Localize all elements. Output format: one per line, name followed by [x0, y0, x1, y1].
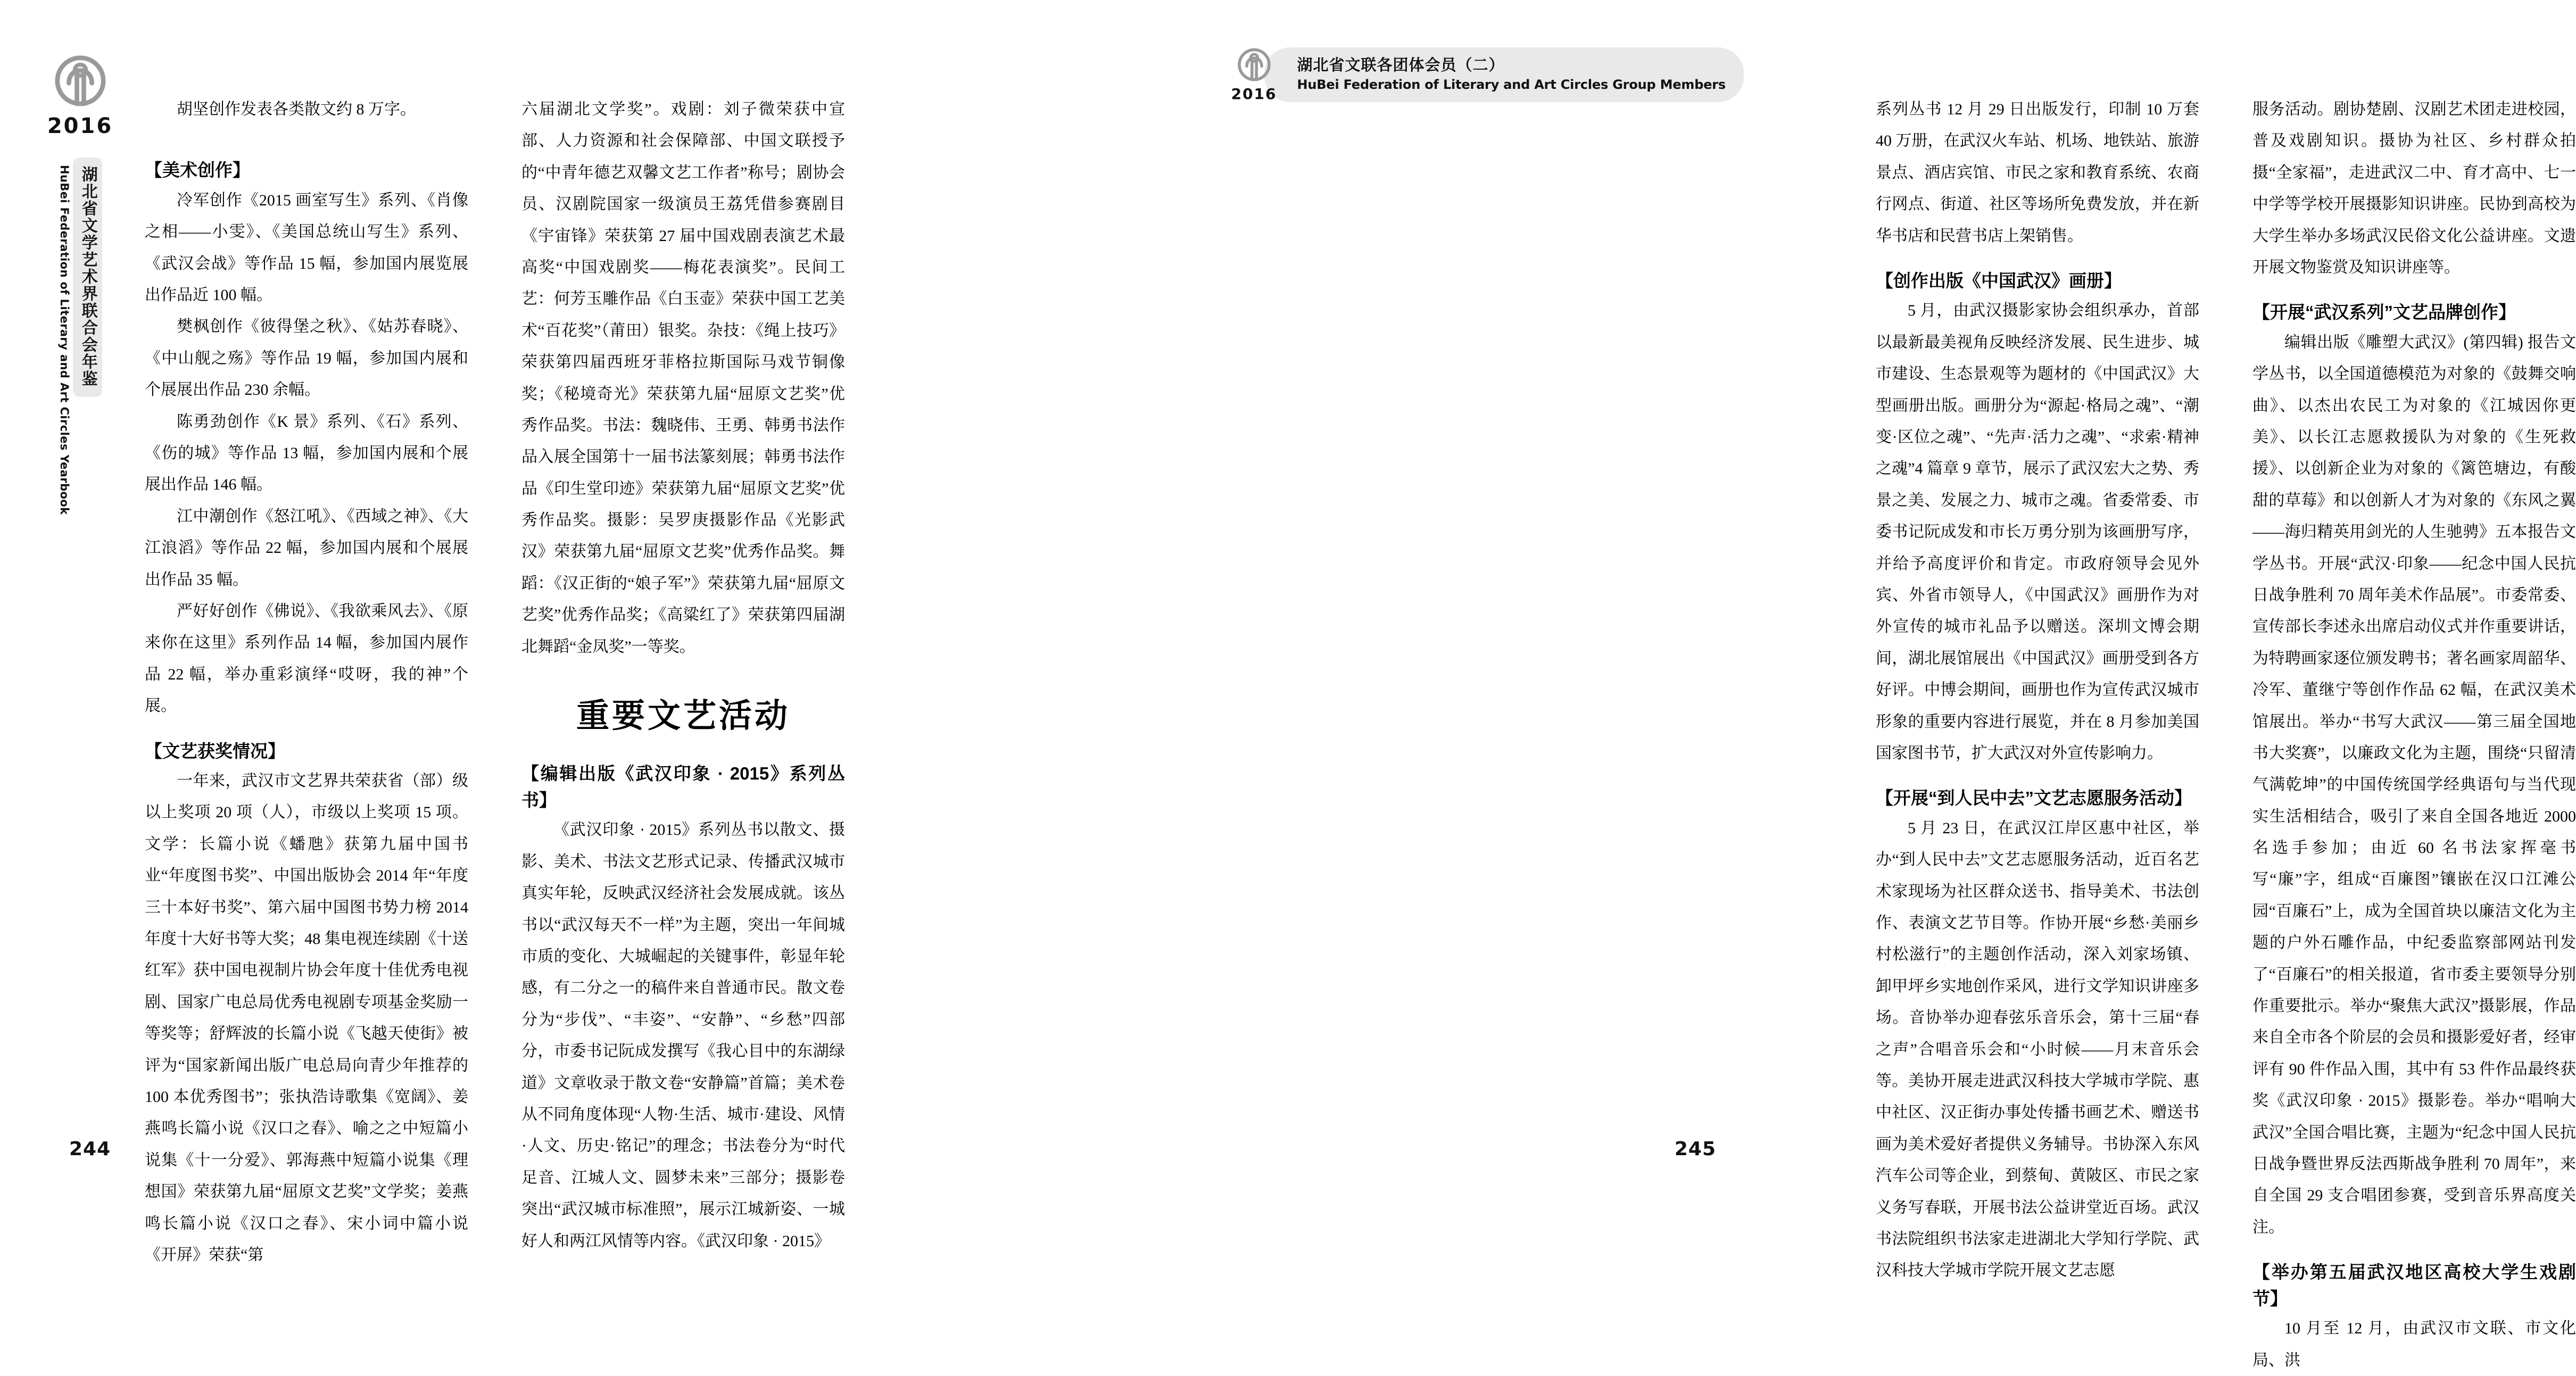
column-2: [521, 94, 845, 1313]
running-header: [1231, 47, 1744, 103]
sidebar-title-en: HuBei Federation of Literary and Art Circles Yearbook: [58, 165, 71, 515]
section-heading-huojiang: 【文艺获奖情况】: [145, 741, 285, 761]
right-page: [892, 0, 2576, 1369]
page-number-right: 245: [1674, 1138, 1716, 1160]
paragraph: 陈勇劲创作《K 景》系列、《石》系列、《伤的城》等作品 13 幅，参加国内展和个展展出作品 146 幅。: [145, 412, 468, 494]
paragraph: 一年来，武汉市文艺界共荣获省（部）级以上奖项 20 项（人），市级以上奖项 15 项。文学：长篇小说《蟠虺》获第九届中国书业“年度图书奖”、中国出版协会 2014 年“年度三十本好书奖”、第六届中国图书势力榜 2014 年度十大好书等大奖；48 集电视连续剧《十送红军》获中国电视制片协会年度十佳优秀电视剧、国家广电总局优秀电视剧专项基金奖励一等奖等；舒辉波的长篇小说《飞越天使街》被评为“国家新闻出版广电总局向青少年推荐的 100 本优秀图书”；张执浩诗歌集《宽阔》、姜燕鸣长篇小说《汉口之春》、喻之之中短篇小说集《十一分爱》、郭海燕中短篇小说集《理想国》荣获第九届“屈原文艺奖”文学奖；姜燕鸣长篇小说《汉口之春》、宋小词中篇小说《开屏》荣获“第: [145, 772, 468, 1264]
header-title-badge: [1264, 47, 1744, 102]
column-3: [1876, 94, 2199, 1313]
paragraph: 樊枫创作《彼得堡之秋》、《姑苏春晓》、《中山舰之殇》等作品 19 幅，参加国内展和个展展出作品 230 余幅。: [145, 318, 468, 399]
section-heading-wuhan-xilie: 【开展“武汉系列”文艺品牌创作】: [2252, 302, 2516, 322]
logo-year: 2016: [1231, 85, 1277, 103]
column-4: [2252, 94, 2576, 1369]
section-heading-daorenminzhongqu: 【开展“到人民中去”文艺志愿服务活动】: [1876, 788, 2192, 808]
paragraph: 5 月，由武汉摄影家协会组织承办，首部以最新最美视角反映经济发展、民生进步、城市建设、生态景观等为题材的《中国武汉》大型画册出版。画册分为“源起·格局之魂”、“潮变·区位之魂”、“先声·活力之魂”、“求索·精神之魂”4 篇章 9 章节，展示了武汉宏大之势、秀景之美、发展之力、城市之魂。省委常委、市委书记阮成发和市长万勇分别为该画册写序，并给予高度评价和肯定。市政府领导会见外宾、外省市领导人，《中国武汉》画册作为对外宣传的城市礼品予以赠送。深圳文博会期间，湖北展馆展出《中国武汉》画册受到各方好评。中博会期间，画册也作为宣传武汉城市形象的重要内容进行展览，并在 8 月参加美国国家图书节，扩大武汉对外宣传影响力。: [1876, 302, 2199, 762]
paragraph: 冷军创作《2015 画室写生》系列、《肖像之相——小雯》、《美国总统山写生》系列、《武汉会战》等作品 15 幅，参加国内展览展出作品近 100 幅。: [145, 191, 468, 304]
hubei-federation-logo-icon: [1236, 47, 1273, 84]
header-title-cn: 湖北省文联各团体会员（二）: [1297, 56, 1505, 74]
left-page-columns: [145, 94, 845, 1313]
paragraph: 服务活动。剧协楚剧、汉剧艺术团走进校园，普及戏剧知识。摄协为社区、乡村群众拍摄“全家福”，走进武汉二中、育才高中、七一中学等学校开展摄影知识讲座。民协到高校为大学生举办多场武汉民俗文化公益讲座。文遗开展文物鉴赏及知识讲座等。: [2252, 101, 2576, 276]
section-heading-xijujie: 【举办第五届武汉地区高校大学生戏剧节】: [2252, 1262, 2576, 1308]
hubei-federation-logo-icon: [52, 53, 109, 111]
paragraph: 《武汉印象 · 2015》系列丛书以散文、摄影、美术、书法文艺形式记录、传播武汉城市真实年轮，反映武汉经济社会发展成就。该丛书以“武汉每天不一样”为主题，突出一年间城市质的变化、大城崛起的关键事件，彰显年轮感，有二分之一的稿件来自普通市民。散文卷分为“步伐”、“丰姿”、“安静”、“乡愁”四部分，市委书记阮成发撰写《我心目中的东湖绿道》文章收录于散文卷“安静篇”首篇；美术卷从不同角度体现“人物·生活、城市·建设、风情·人文、历史·铭记”的理念；书法卷分为“时代足音、江城人文、圆梦未来”三部分；摄影卷突出“武汉城市标准照”，展示江城新姿、一城好人和两江风情等内容。《武汉印象 · 2015》: [521, 821, 845, 1250]
header-logo-block: [1231, 47, 1277, 103]
left-page-marginalia: [42, 53, 119, 515]
paragraph: 胡坚创作发表各类散文约 8 万字。: [177, 101, 416, 118]
paragraph: 江中潮创作《怒江吼》、《西域之神》、《大江浪滔》等作品 22 幅，参加国内展和个展展出作品 35 幅。: [145, 507, 468, 588]
section-heading-wuhan-yinxiang: 【编辑出版《武汉印象 · 2015》系列丛书】: [521, 764, 845, 810]
section-heading-meishu: 【美术创作】: [145, 160, 250, 180]
paragraph: 10 月至 12 月，由武汉市文联、市文化局、洪: [2252, 1320, 2576, 1369]
section-heading-zhongguo-wuhan: 【创作出版《中国武汉》画册】: [1876, 270, 2122, 291]
left-page: [0, 0, 892, 1264]
column-1: [145, 94, 468, 1313]
header-title-en: HuBei Federation of Literary and Art Circles Group Members: [1297, 77, 1726, 93]
sidebar-vertical-band: [58, 158, 102, 515]
paragraph: 严好好创作《佛说》、《我欲乘风去》、《原来你在这里》系列作品 14 幅，参加国内展作品 22 幅，举办重彩演绎“哎呀，我的神”个展。: [145, 602, 468, 715]
sidebar-title-cn: 湖北省文学艺术界联合会年鉴: [73, 158, 102, 397]
right-page-columns: [1876, 94, 2576, 1369]
paragraph: 编辑出版《雕塑大武汉》(第四辑) 报告文学丛书，以全国道德模范为对象的《鼓舞交响曲》、以杰出农民工为对象的《江城因你更美》、以长江志愿救援队为对象的《生死救援》、以创新企业为对象的《篱笆塘边，有酸甜的草莓》和以创新人才为对象的《东风之翼——海归精英用剑光的人生驰骋》五本报告文学丛书。开展“武汉·印象——纪念中国人民抗日战争胜利 70 周年美术作品展”。市委常委、宣传部长李述永出席启动仪式并作重要讲话，为特聘画家逐位颁发聘书；著名画家周韶华、冷军、董继宁等创作作品 62 幅，在武汉美术馆展出。举办“书写大武汉——第三届全国地书大奖赛”，以廉政文化为主题，围绕“只留清气满乾坤”的中国传统国学经典语句与当代现实生活相结合，吸引了来自全国各地近 2000 名选手参加；由近 60 名书法家挥毫书写“廉”字，组成“百廉图”镶嵌在汉口江滩公园“百廉石”上，成为全国首块以廉洁文化为主题的户外石雕作品，中纪委监察部网站刊发了“百廉石”的相关报道，省市委主要领导分别作重要批示。举办“聚焦大武汉”摄影展，作品来自全市各个阶层的会员和摄影爱好者，经审评有 90 件作品入围，其中有 53 件作品最终获奖《武汉印象 · 2015》摄影卷。举办“唱响大武汉”全国合唱比赛，主题为“纪念中国人民抗日战争暨世界反法西斯战争胜利 70 周年”，来自全国 29 支合唱团参赛，受到音乐界高度关注。: [2252, 333, 2576, 1236]
major-section-title: 重要文艺活动: [576, 698, 790, 735]
logo-year: 2016: [47, 114, 113, 138]
page-number-left: 244: [69, 1138, 111, 1160]
paragraph: 六届湖北文学奖”。戏剧：刘子微荣获中宣部、人力资源和社会保障部、中国文联授予的“中青年德艺双馨文艺工作者”称号；剧协会员、汉剧院国家一级演员王荔凭借参赛剧目《宇宙锋》荣获第 27 届中国戏剧表演艺术最高奖“中国戏剧奖——梅花表演奖”。民间工艺：何芳玉雕作品《白玉壶》荣获中国工艺美术“百花奖”（莆田）银奖。杂技：《绳上技巧》荣获第四届西班牙菲格拉斯国际马戏节铜像奖；《秘境奇光》荣获第九届“屈原文艺奖”优秀作品奖。书法：魏晓伟、王勇、韩勇书法作品入展全国第十一届书法篆刻展；韩勇书法作品《印生堂印迹》荣获第九届“屈原文艺奖”优秀作品奖。摄影：吴罗庚摄影作品《光影武汉》荣获第九届“屈原文艺奖”优秀作品奖。舞蹈：《汉正街的“娘子军”》荣获第九届“屈原文艺奖”优秀作品奖；《高粱红了》荣获第四届湖北舞蹈“金凤奖”一等奖。: [521, 101, 845, 656]
paragraph: 系列丛书 12 月 29 日出版发行，印制 10 万套 40 万册，在武汉火车站、机场、地铁站、旅游景点、酒店宾馆、市民之家和教育系统、农商行网点、街道、社区等场所免费发放，并在新华书店和民营书店上架销售。: [1876, 101, 2199, 245]
paragraph: 5 月 23 日，在武汉江岸区惠中社区，举办“到人民中去”文艺志愿服务活动，近百名艺术家现场为社区群众送书、指导美术、书法创作、表演文艺节目等。作协开展“乡愁·美丽乡村松滋行”的主题创作活动，深入刘家场镇、卸甲坪乡实地创作采风，进行文学知识讲座多场。音协举办迎春弦乐音乐会，第十三届“春之声”合唱音乐会和“小时候——月末音乐会等。美协开展走进武汉科技大学城市学院、惠中社区、汉正街办事处传播书画艺术、赠送书画为美术爱好者提供义务辅导。书协深入东风汽车公司等企业，到蔡甸、黄陂区、市民之家义务写春联，开展书法公益讲堂近百场。武汉书法院组织书法家走进湖北大学知行学院、武汉科技大学城市学院开展文艺志愿: [1876, 819, 2199, 1280]
